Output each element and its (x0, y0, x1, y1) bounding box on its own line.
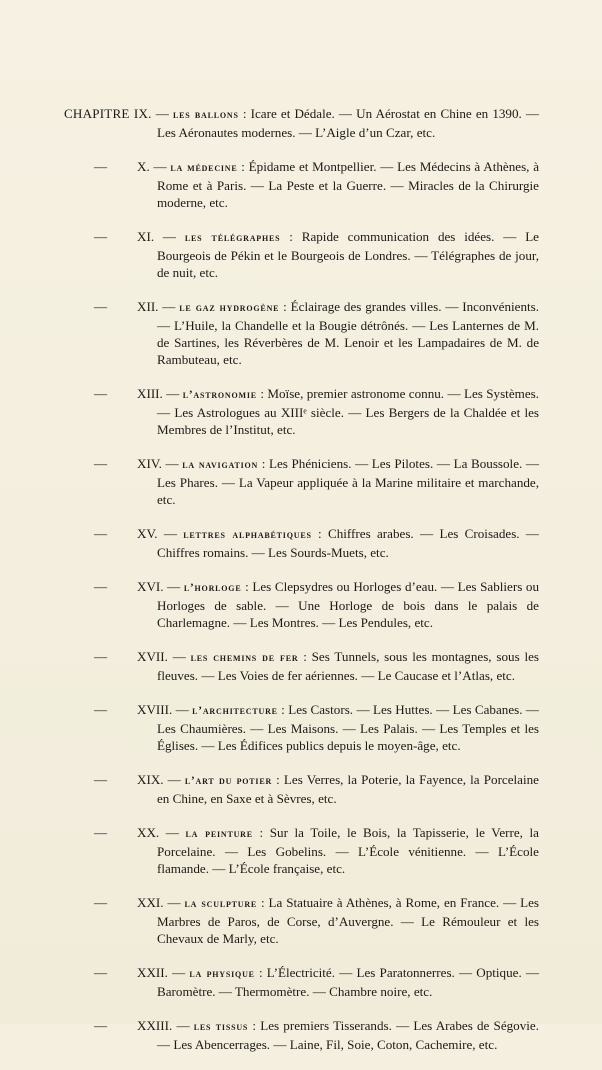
chapter-label: XVII. (137, 649, 168, 665)
separator: — (163, 772, 185, 788)
ditto-dash: — (94, 772, 108, 788)
ditto-dash: — (94, 299, 108, 315)
chapter-summary: : Sur la Toile, le Bois, la Tapisserie, le Verre, la Porcelaine. — Les Gobelins. — L’École vénitienne. — L’École flamande. — L’École française, etc. (157, 825, 539, 877)
toc-entry-chapter-14 (0, 455, 539, 508)
chapter-label: XVIII. (137, 702, 173, 718)
separator: — (163, 579, 184, 595)
separator: — (167, 649, 191, 665)
chapter-summary: : Les Clepsydres ou Horloges d’eau. — Les Sabliers ou Horloges de sable. — Une Horloge de bois dans le palais de Charlemagne. — Les Montres. — Les Pendules, etc. (157, 579, 540, 631)
chapter-label: XI. (137, 229, 155, 245)
chapter-title: les télégraphes (184, 232, 281, 245)
table-of-contents (0, 92, 602, 1070)
chapter-label: XXII. (137, 965, 168, 981)
chapter-summary: : Éclairage des grandes villes. — Inconvénients. — L’Huile, la Chandelle et la Bougie détrônés. — Les Lanternes de M. de Sartines, les Réverbères de M. Lenoir et les Lampadaires de M. de Rambuteau, etc. (157, 299, 539, 368)
ditto-dash: — (94, 579, 108, 595)
chapter-label: CHAPITRE IX. (64, 106, 152, 122)
chapter-label: XIX. (137, 772, 164, 788)
chapter-title: les tissus (193, 1021, 249, 1034)
chapter-summary: : Chiffres arabes. — Les Croisades. — Chiffres romains. — Les Sourds-Muets, etc. (157, 526, 539, 561)
toc-entry-chapter-10 (0, 158, 539, 211)
chapter-summary: : Icare et Dédale. — Un Aérostat en Chine en 1390. — Les Aéronautes modernes. — L’Aigle d’un Czar, etc. (157, 106, 540, 141)
separator: — (172, 1018, 194, 1034)
toc-entry-chapter-22 (0, 964, 539, 1000)
separator: — (157, 526, 184, 542)
toc-entry-chapter-11 (0, 228, 539, 281)
chapter-summary: : Les premiers Tisserands. — Les Arabes de Ségovie. — Les Abencerrages. — Laine, Fil, Soie, Coton, Cachemire, etc. (157, 1018, 540, 1053)
chapter-title: lettres alphabétiques (183, 529, 312, 542)
toc-entry-chapter-20 (0, 824, 539, 877)
chapter-label: XXI. (137, 895, 164, 911)
ditto-dash: — (94, 456, 108, 472)
chapter-label: XV. (137, 526, 158, 542)
chapter-title: le gaz hydrogène (179, 302, 280, 315)
separator: — (158, 299, 180, 315)
toc-entry-chapter-13 (0, 385, 539, 438)
ditto-dash: — (94, 965, 108, 981)
chapter-label: XII. (137, 299, 159, 315)
chapter-summary: : Moïse, premier astronome connu. — Les Systèmes. — Les Astrologues au XIIIᵉ siècle. — Les Bergers de la Chaldée et les Membres de l’Institut, etc. (157, 386, 540, 438)
chapter-summary: : Les Castors. — Les Huttes. — Les Cabanes. — Les Chaumières. — Les Maisons. — Les Palais. — Les Temples et les Églises. — Les Édifices publics depuis le moyen-âge, etc. (157, 702, 540, 754)
chapter-title: l’astronomie (182, 389, 257, 402)
separator: — (151, 106, 173, 122)
chapter-title: l’architecture (192, 705, 278, 718)
chapter-label: XIII. (137, 386, 163, 402)
toc-entry-chapter-18 (0, 701, 539, 754)
chapter-label: XVI. (137, 579, 164, 595)
chapter-title: la navigation (182, 459, 259, 472)
toc-entry-chapter-21 (0, 894, 539, 947)
chapter-label: XXIII. (137, 1018, 173, 1034)
ditto-dash: — (94, 159, 108, 175)
toc-entry-chapter-16 (0, 578, 539, 631)
chapter-title: les chemins de fer (190, 652, 299, 665)
chapter-title: la médecine (170, 162, 238, 175)
chapter-summary: : Ses Tunnels, sous les montagnes, sous les fleuves. — Les Voies de fer aériennes. — Le Caucase et l’Atlas, etc. (157, 649, 539, 684)
chapter-summary: : Épidame et Montpellier. — Les Médecins à Athènes, à Rome et à Paris. — La Peste et la Guerre. — Miracles de la Chirurgie moderne, etc. (157, 159, 540, 211)
chapter-title: l’art du potier (184, 775, 273, 788)
separator: — (149, 159, 171, 175)
chapter-label: XIV. (137, 456, 162, 472)
chapter-title: la sculpture (184, 898, 258, 911)
toc-entry-chapter-12 (0, 298, 539, 368)
chapter-summary: : La Statuaire à Athènes, à Rome, en France. — Les Marbres de Paros, de Corse, d’Auvergne. — Le Rémouleur et les Chevaux de Marly, etc. (157, 895, 539, 947)
ditto-dash: — (94, 1018, 108, 1034)
separator: — (159, 825, 186, 841)
chapter-summary: : L’Électricité. — Les Paratonnerres. — Optique. — Baromètre. — Thermomètre. — Chambre noire, etc. (157, 965, 540, 1000)
separator: — (163, 895, 185, 911)
chapter-label: X. (137, 159, 150, 175)
ditto-dash: — (94, 825, 108, 841)
ditto-dash: — (94, 526, 108, 542)
ditto-dash: — (94, 229, 108, 245)
separator: — (167, 965, 190, 981)
chapter-summary: : Rapide communication des idées. — Le Bourgeois de Pékin et le Bourgeois de Londres. — Télégraphes de jour, de nuit, etc. (157, 229, 539, 281)
separator: — (172, 702, 193, 718)
chapter-label: XX. (137, 825, 160, 841)
ditto-dash: — (94, 702, 108, 718)
toc-entry-chapter-23 (0, 1017, 539, 1053)
chapter-title: la peinture (185, 828, 253, 841)
chapter-summary: : Les Verres, la Poterie, la Fayence, la Porcelaine en Chine, en Saxe et à Sèvres, etc. (157, 772, 539, 807)
ditto-dash: — (94, 386, 108, 402)
toc-entry-chapter-15 (0, 525, 539, 561)
chapter-title: la physique (189, 968, 255, 981)
chapter-title: les ballons (172, 109, 239, 122)
separator: — (154, 229, 185, 245)
toc-entry-chapter-17 (0, 648, 539, 684)
separator: — (161, 456, 183, 472)
chapter-summary: : Les Phéniciens. — Les Pilotes. — La Boussole. — Les Phares. — La Vapeur appliquée à la Marine militaire et marchande, etc. (157, 456, 539, 508)
toc-entry-chapter-19 (0, 771, 539, 807)
ditto-dash: — (94, 649, 108, 665)
toc-entry-chapter-9 (0, 105, 539, 141)
separator: — (162, 386, 183, 402)
ditto-dash: — (94, 895, 108, 911)
chapter-title: l’horloge (183, 582, 242, 595)
